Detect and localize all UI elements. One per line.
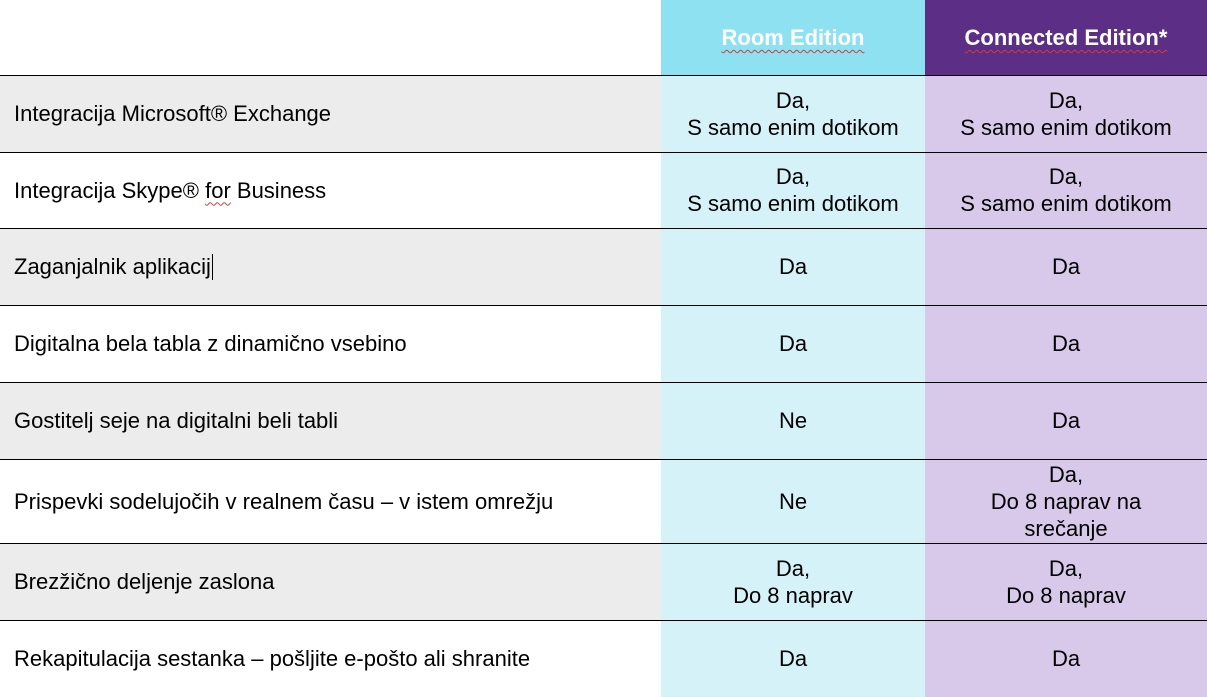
feature-cell — [0, 543, 661, 620]
room-value-cell — [661, 75, 925, 152]
header-room-edition — [661, 0, 925, 75]
feature-label: Zaganjalnik aplikacij — [14, 254, 211, 279]
feature-label-part-flagged: for — [205, 177, 231, 203]
room-value: Da, Do 8 naprav — [733, 555, 853, 608]
header-connected-edition-label: Connected Edition* — [964, 25, 1168, 50]
room-value: Ne — [778, 408, 808, 433]
connected-value: Da, Do 8 naprav — [1006, 555, 1126, 608]
connected-value: Da, S samo enim dotikom — [960, 164, 1172, 216]
room-value-cell — [661, 305, 925, 382]
row-divider — [0, 305, 1207, 306]
room-value: Da, S samo enim dotikom — [687, 87, 899, 140]
room-value-cell — [661, 152, 925, 228]
feature-label: Digitalna bela tabla z dinamično vsebino — [14, 331, 407, 356]
header-connected-edition — [925, 0, 1207, 75]
feature-label: Gostitelj seje na digitalni beli tabli — [14, 408, 339, 433]
row-divider — [0, 152, 1207, 153]
connected-value: Da — [1051, 254, 1081, 279]
connected-value-cell — [925, 620, 1207, 697]
room-value-cell — [661, 228, 925, 305]
connected-value: Da — [1051, 646, 1081, 671]
row-divider — [0, 543, 1207, 544]
room-value-cell — [661, 543, 925, 620]
room-value: Da — [778, 331, 808, 356]
room-value: Da, S samo enim dotikom — [687, 164, 899, 216]
header-room-edition-label: Room Edition — [721, 25, 865, 50]
feature-cell — [0, 459, 661, 543]
row-divider — [0, 228, 1207, 229]
text-cursor — [212, 254, 213, 280]
room-value: Da — [778, 646, 808, 671]
feature-label — [14, 177, 326, 204]
feature-label-part: Business — [230, 177, 327, 203]
feature-cell — [0, 382, 661, 459]
feature-cell — [0, 152, 661, 228]
row-divider — [0, 620, 1207, 621]
room-value-cell — [661, 459, 925, 543]
feature-cell — [0, 75, 661, 152]
feature-cell — [0, 620, 661, 697]
header-blank-cell — [0, 0, 661, 75]
room-value: Ne — [778, 488, 808, 514]
row-divider — [0, 382, 1207, 383]
feature-label: Prispevki sodelujočih v realnem času – v istem omrežju — [14, 488, 554, 514]
feature-label: Integracija Microsoft® Exchange — [14, 101, 332, 126]
room-value-cell — [661, 382, 925, 459]
connected-value: Da — [1051, 331, 1081, 356]
room-value: Da — [778, 254, 808, 279]
row-divider — [0, 459, 1207, 460]
connected-value-cell — [925, 152, 1207, 228]
connected-value-cell — [925, 382, 1207, 459]
connected-value: Da, Do 8 naprav na srečanje — [990, 461, 1142, 541]
connected-value-cell — [925, 75, 1207, 152]
connected-value-cell — [925, 305, 1207, 382]
connected-value-cell — [925, 543, 1207, 620]
feature-label-part: Integracija Skype® — [14, 177, 206, 203]
connected-value-cell — [925, 228, 1207, 305]
connected-value: Da — [1051, 408, 1081, 433]
feature-label: Rekapitulacija sestanka – pošljite e-pošto ali shranite — [14, 646, 531, 671]
connected-value: Da, S samo enim dotikom — [960, 87, 1172, 140]
room-value-cell — [661, 620, 925, 697]
connected-value-cell — [925, 459, 1207, 543]
row-divider — [0, 75, 1207, 76]
feature-label: Brezžično deljenje zaslona — [14, 569, 275, 594]
feature-cell — [0, 305, 661, 382]
feature-cell — [0, 228, 661, 305]
